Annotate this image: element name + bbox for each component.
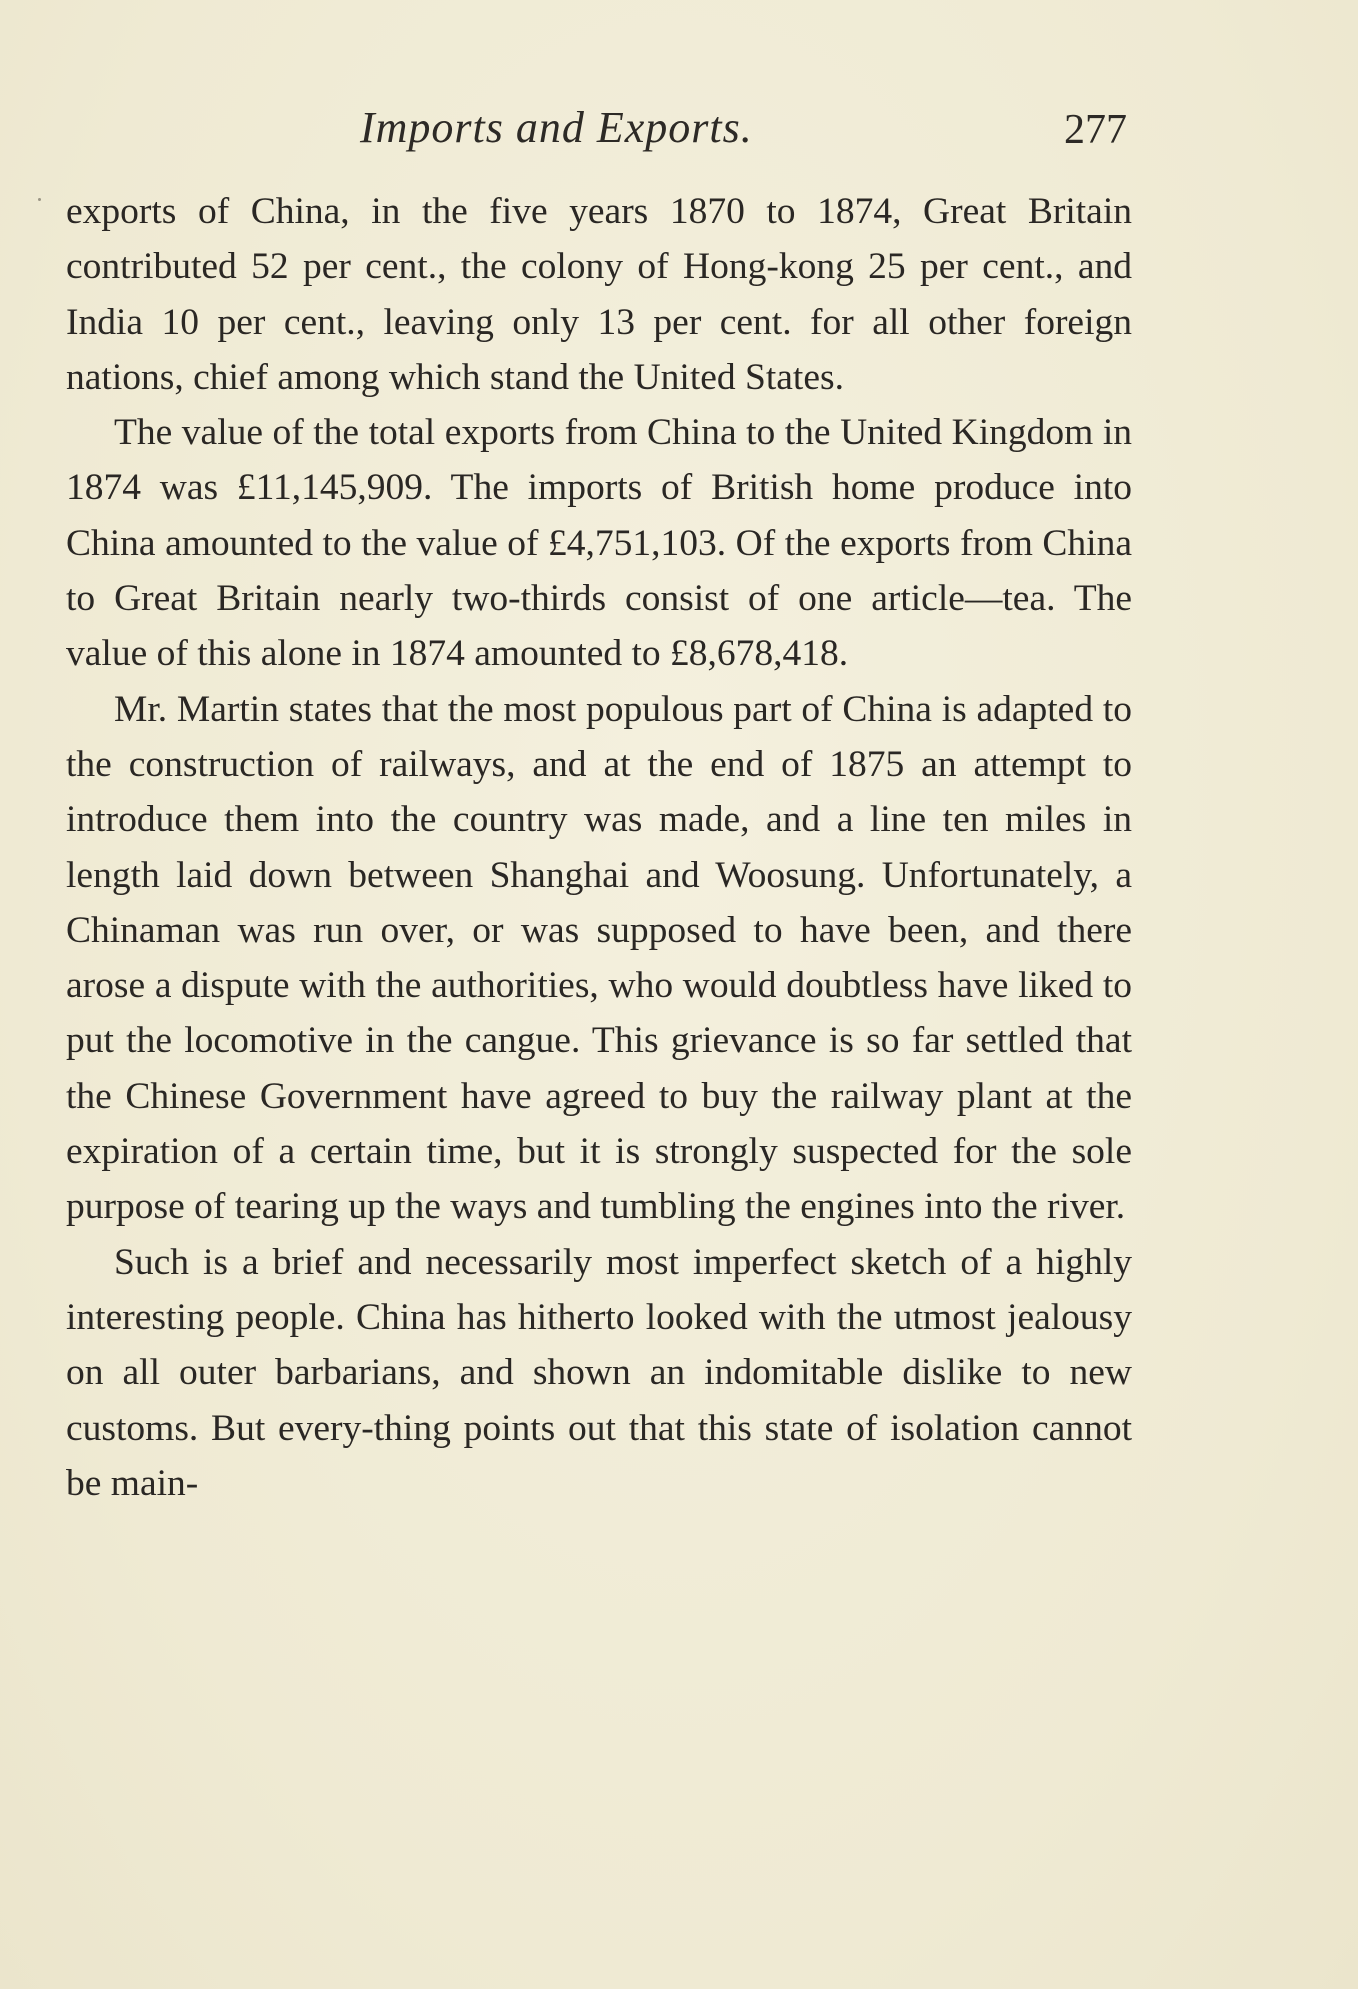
paper-speck — [38, 198, 41, 201]
page-number: 277 — [1064, 107, 1127, 153]
paragraph-export-values: The value of the total exports from China to the United Kingdom in 1874 was £11,145,909. The imports of British home produce into China amounted to the value of £4,751,103. Of the exports from China to Great Britain nearly two-thirds consist of one article—tea. The value of this alone in 1874 amounted to £8,678,418. — [66, 412, 1132, 675]
paragraph-continued: exports of China, in the five years 1870 to 1874, Great Britain contributed 52 per cent., the colony of Hong-kong 25 per cent., and India 10 per cent., leaving only 13 per cent. for all other foreign nations, chief among which stand the United States. — [66, 191, 1132, 398]
running-title: Imports and Exports. — [360, 103, 753, 152]
paragraph-conclusion: Such is a brief and necessarily most imperfect sketch of a highly interesting people. China has hitherto looked with the utmost jealousy on all outer barbarians, and shown an indomitable dislike to new customs. But every-thing points out that this state of isolation cannot be main- — [66, 1241, 1132, 1504]
paragraph-railways: Mr. Martin states that the most populous part of China is adapted to the construction of railways, and at the end of 1875 an attempt to introduce them into the country was made, and a line ten miles in length laid down between Shanghai and Woosung. Unfortunately, a Chinaman was run over, or was supposed to have been, and there arose a dispute with the authorities, who would doubtless have liked to put the locomotive in the cangue. This grievance is so far settled that the Chinese Government have agreed to buy the railway plant at the expiration of a certain time, but it is strongly suspected for the sole purpose of tearing up the ways and tumbling the engines into the river. — [66, 688, 1132, 1228]
body-text — [66, 184, 1132, 1511]
